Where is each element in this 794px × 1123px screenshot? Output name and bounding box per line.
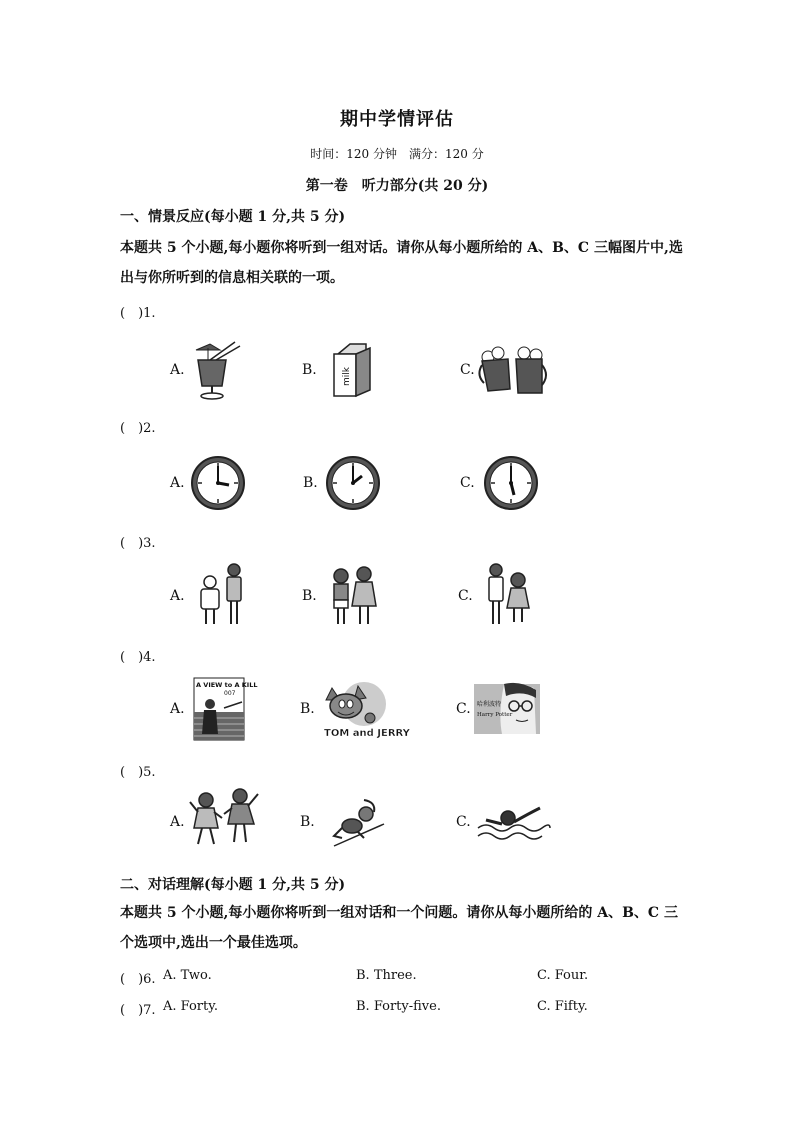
section1-heading: 一、情景反应(每小题 1 分,共 5 分) xyxy=(120,209,346,225)
two-men-icon xyxy=(196,562,248,628)
clock-icon xyxy=(483,455,539,511)
q5-option-c-label: C. xyxy=(456,814,471,830)
movie-poster-icon xyxy=(194,678,258,740)
q3-option-a-label: A. xyxy=(170,588,185,604)
boy-and-girl-icon xyxy=(328,566,380,628)
q4-option-c-label: C. xyxy=(456,701,471,717)
q2-option-c-label: C. xyxy=(460,475,475,491)
question-number-4: ( )4. xyxy=(120,650,156,665)
part-title: 第一卷 听力部分(共 20 分) xyxy=(305,178,489,194)
clock-icon xyxy=(325,455,381,511)
question-number-7: ( )7. xyxy=(120,1003,156,1018)
man-and-girl-icon xyxy=(484,562,532,628)
q5-option-b-label: B. xyxy=(300,814,315,830)
q2-option-a-label: A. xyxy=(170,475,185,491)
poster-title: A VIEW to A KILL xyxy=(196,681,258,689)
page-title: 期中学情评估 xyxy=(340,109,454,130)
q2-option-b-label: B. xyxy=(303,475,318,491)
milk-carton-icon xyxy=(330,340,374,400)
q4-option-a-label: A. xyxy=(170,701,185,717)
question-number-2: ( )2. xyxy=(120,421,156,436)
section2-instruction: 本题共 5 个小题,每小题你将听到一组对话和一个问题。请你从每小题所给的 A、B、C 三个选项中,选出一个最佳选项。 xyxy=(120,905,678,951)
cartoon-logo: TOM and JERRY xyxy=(324,728,410,739)
q4-option-b-label: B. xyxy=(300,701,315,717)
q3-option-c-label: C. xyxy=(458,588,473,604)
question-number-3: ( )3. xyxy=(120,536,156,551)
q7-option-b: B. Forty-five. xyxy=(356,999,441,1014)
q6-option-a: A. Two. xyxy=(163,968,212,983)
cocktail-glass-icon xyxy=(190,340,246,400)
hp-english-title: Harry Potter xyxy=(477,712,513,718)
hp-chinese-title: 哈利波特 xyxy=(477,701,502,708)
harry-potter-icon xyxy=(474,684,540,734)
clock-icon xyxy=(190,455,246,511)
two-dancing-girls-icon xyxy=(190,788,262,848)
q6-option-b: B. Three. xyxy=(356,968,417,983)
q7-option-c: C. Fifty. xyxy=(537,999,588,1014)
section1-instruction: 本题共 5 个小题,每小题你将听到一组对话。请你从每小题所给的 A、B、C 三幅图片中,选出与你所听到的信息相关联的一项。 xyxy=(120,240,683,286)
swimmer-icon xyxy=(476,800,550,844)
exam-time-score: 时间：120 分钟 满分：120 分 xyxy=(310,147,484,161)
section2-heading: 二、对话理解(每小题 1 分,共 5 分) xyxy=(120,877,346,893)
q7-option-a: A. Forty. xyxy=(163,999,218,1014)
question-number-5: ( )5. xyxy=(120,765,156,780)
milk-label: milk xyxy=(342,367,352,386)
question-number-6: ( )6. xyxy=(120,972,156,987)
q1-option-c-label: C. xyxy=(460,362,475,378)
boy-sliding-icon xyxy=(330,798,386,848)
q1-option-b-label: B. xyxy=(302,362,317,378)
poster-code: 007 xyxy=(224,690,236,697)
q6-option-c: C. Four. xyxy=(537,968,589,983)
q3-option-b-label: B. xyxy=(302,588,317,604)
beer-mugs-icon xyxy=(478,345,550,399)
question-number-1: ( )1. xyxy=(120,306,156,321)
cartoon-cat-mouse-icon xyxy=(318,678,410,740)
q5-option-a-label: A. xyxy=(170,814,185,830)
q1-option-a-label: A. xyxy=(170,362,185,378)
